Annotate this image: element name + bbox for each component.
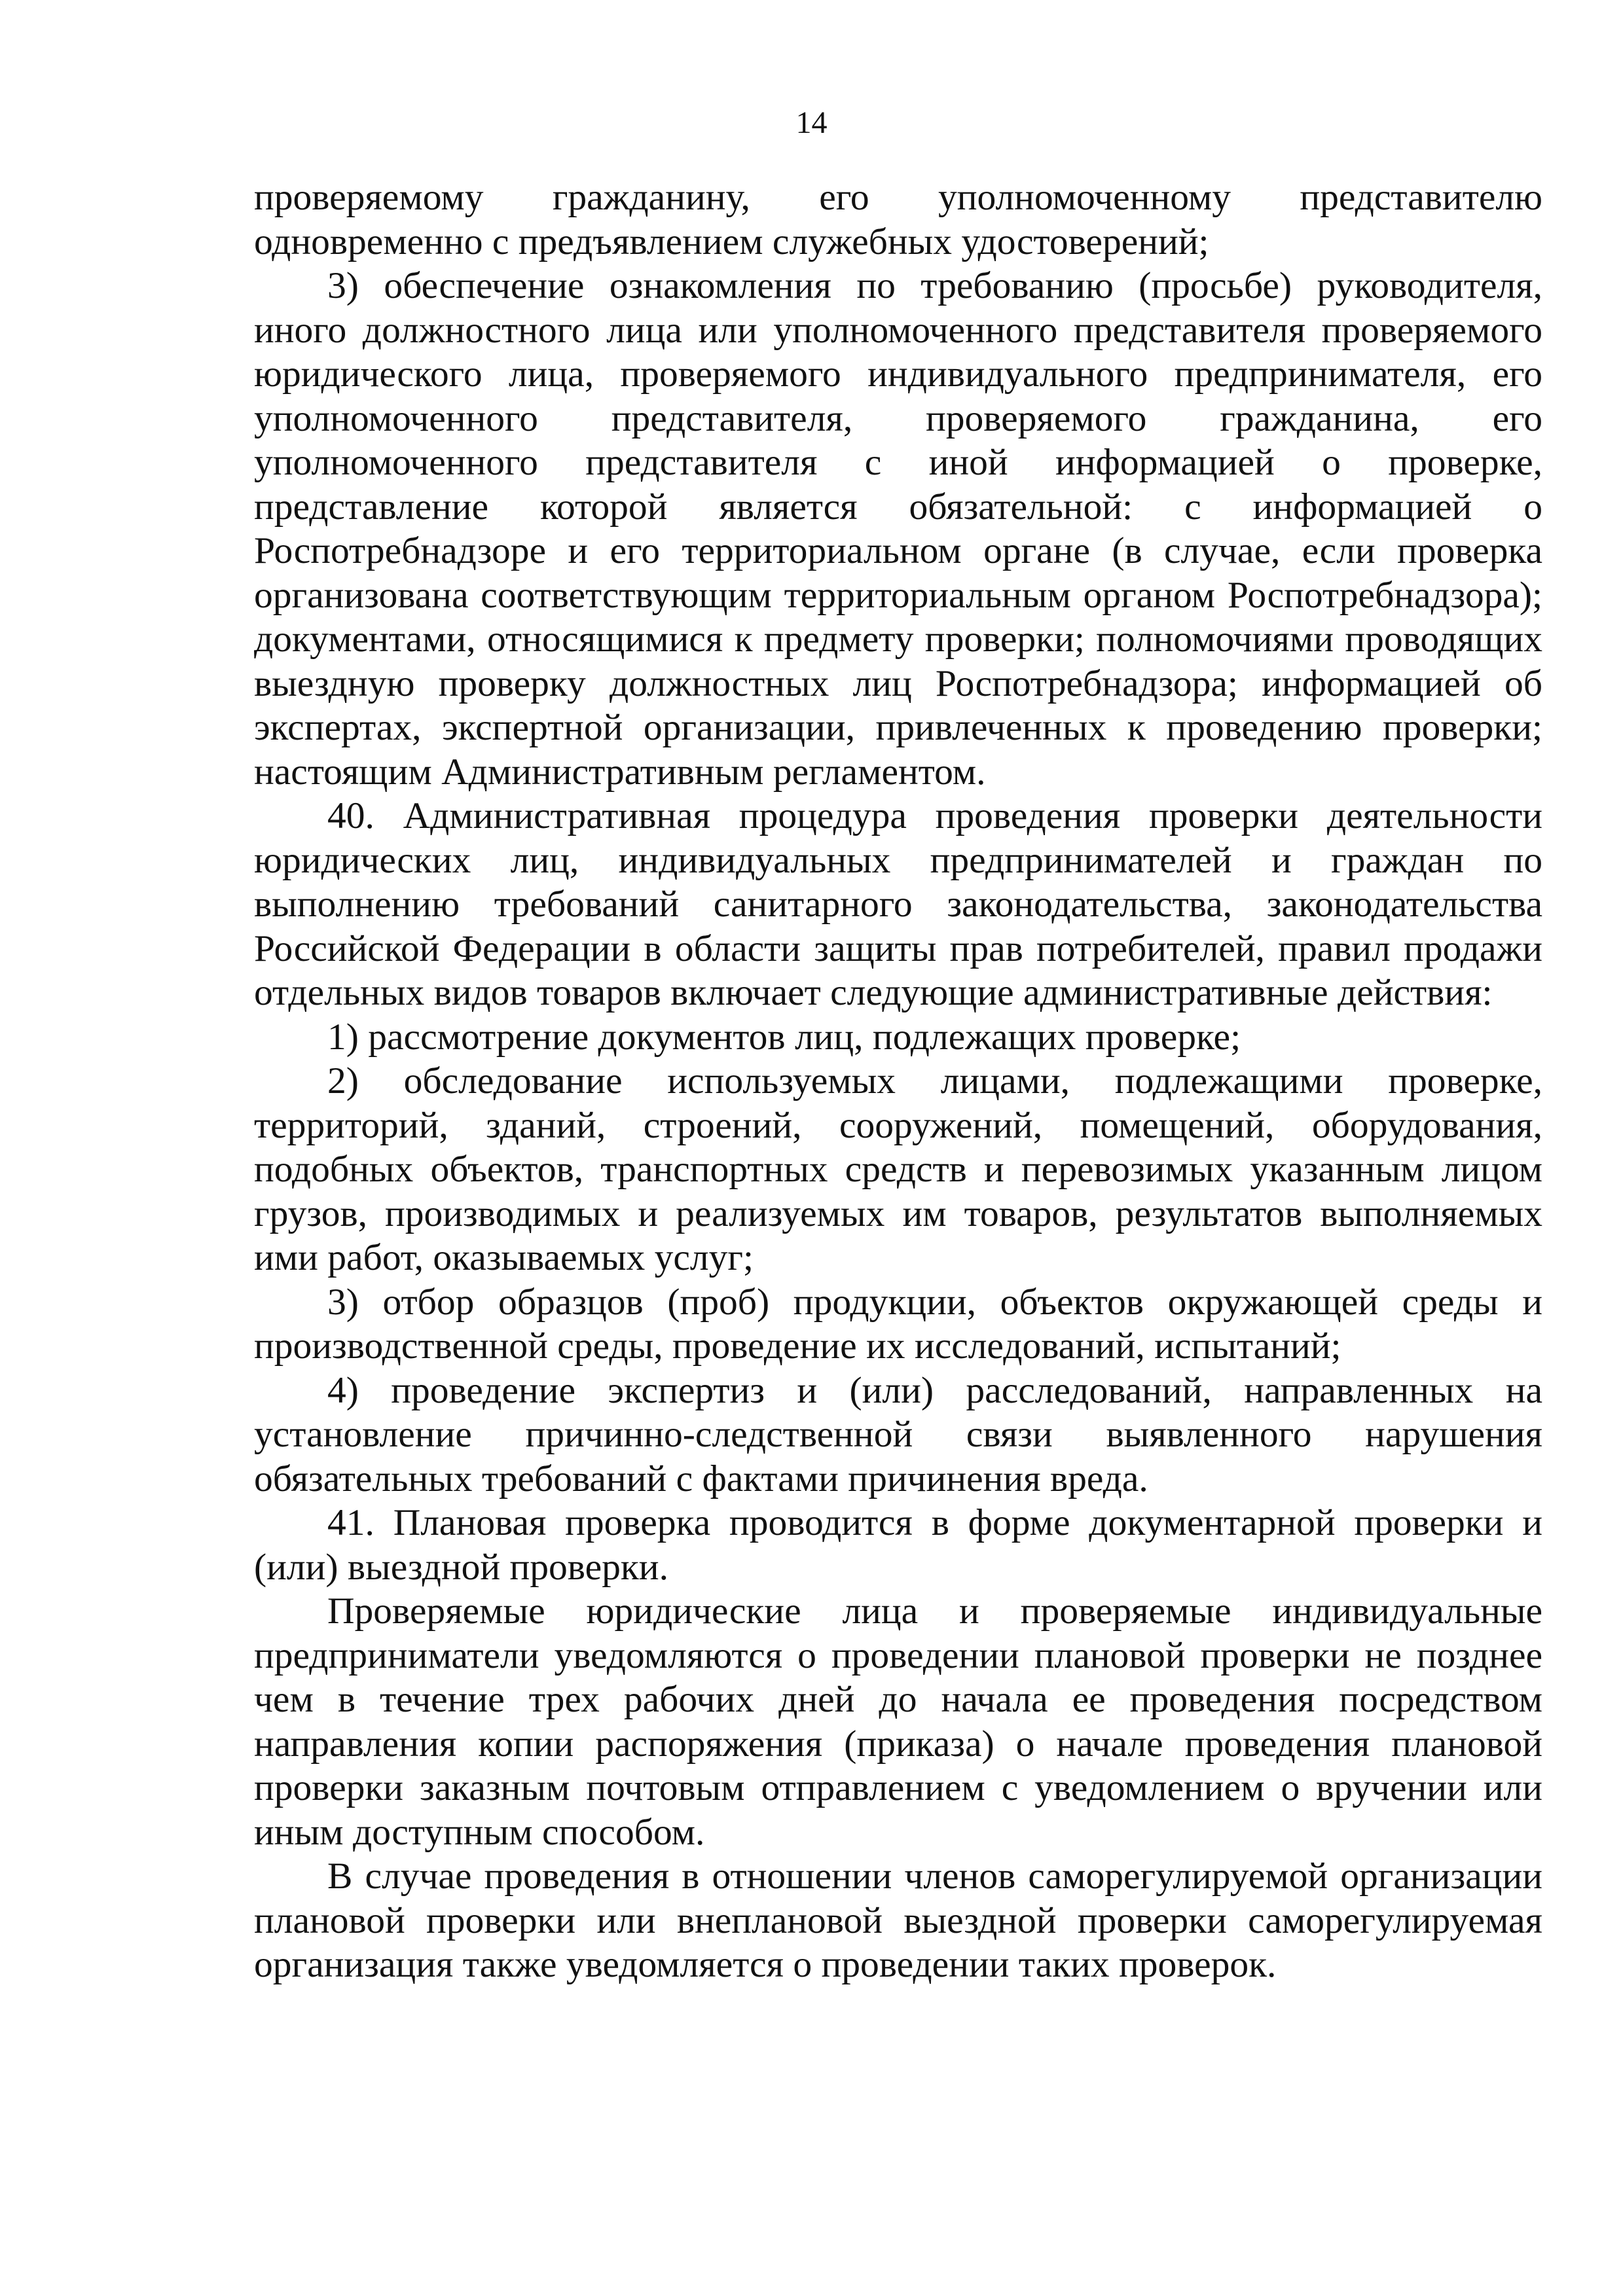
paragraph-continuation-representative: проверяемому гражданину, его уполномоченному представителю одновременно с предъявлением служебных удостоверений;: [254, 177, 1542, 262]
list-item-1-review-documents: 1) рассмотрение документов лиц, подлежащих проверке;: [327, 1016, 1241, 1058]
page-number: 14: [795, 105, 828, 140]
paragraph-item-3-familiarization: 3) обеспечение ознакомления по требованию (просьбе) руководителя, иного должностного лица или уполномоченного представителя проверяемого юридического лица, проверяемого индивидуального предпринимателя, его уполномоченного представителя, проверяемого гражданина, его уполномоченного представителя с иной информацией о проверке, представление которой является обязательной: с информацией о Роспотребнадзоре и его территориальном органе (в случае, если проверка организована соответствующим территориальным органом Роспотребнадзора); документами, относящимися к предмету проверки; полномочиями проводящих выездную проверку должностных лиц Роспотребнадзора; информацией об экспертах, экспертной организации, привлеченных к проведению проверки; настоящим Административным регламентом.: [254, 265, 1542, 793]
paragraph-41-planned-inspection: 41. Плановая проверка проводится в форме документарной проверки и (или) выездной проверки.: [254, 1502, 1542, 1588]
list-item-4-expertise: 4) проведение экспертиз и (или) расследований, направленных на установление причинно-следственной связи выявленного нарушения обязательных требований с фактами причинения вреда.: [254, 1369, 1542, 1499]
paragraph-40-procedure: 40. Административная процедура проведения проверки деятельности юридических лиц, индивидуальных предпринимателей и граждан по выполнению требований санитарного законодательства, законодательства Российской Федерации в области защиты прав потребителей, правил продажи отдельных видов товаров включает следующие административные действия:: [254, 795, 1542, 1013]
document-body: [254, 175, 1542, 1987]
paragraph-self-regulatory-organization: В случае проведения в отношении членов саморегулируемой организации плановой проверки или внеплановой выездной проверки саморегулируемая организация также уведомляется о проведении таких проверок.: [254, 1856, 1542, 1985]
list-item-3-sampling: 3) отбор образцов (проб) продукции, объектов окружающей среды и производственной среды, проведение их исследований, испытаний;: [254, 1281, 1542, 1367]
list-item-2-inspection: 2) обследование используемых лицами, подлежащими проверке, территорий, зданий, строений, сооружений, помещений, оборудования, подобных объектов, транспортных средств и перевозимых указанным лицом грузов, производимых и реализуемых им товаров, результатов выполняемых ими работ, оказываемых услуг;: [254, 1060, 1542, 1278]
paragraph-notification: Проверяемые юридические лица и проверяемые индивидуальные предприниматели уведомляются о проведении плановой проверки не позднее чем в течение трех рабочих дней до начала ее проведения посредством направления копии распоряжения (приказа) о начале проведения плановой проверки заказным почтовым отправлением с уведомлением о вручении или иным доступным способом.: [254, 1590, 1542, 1853]
